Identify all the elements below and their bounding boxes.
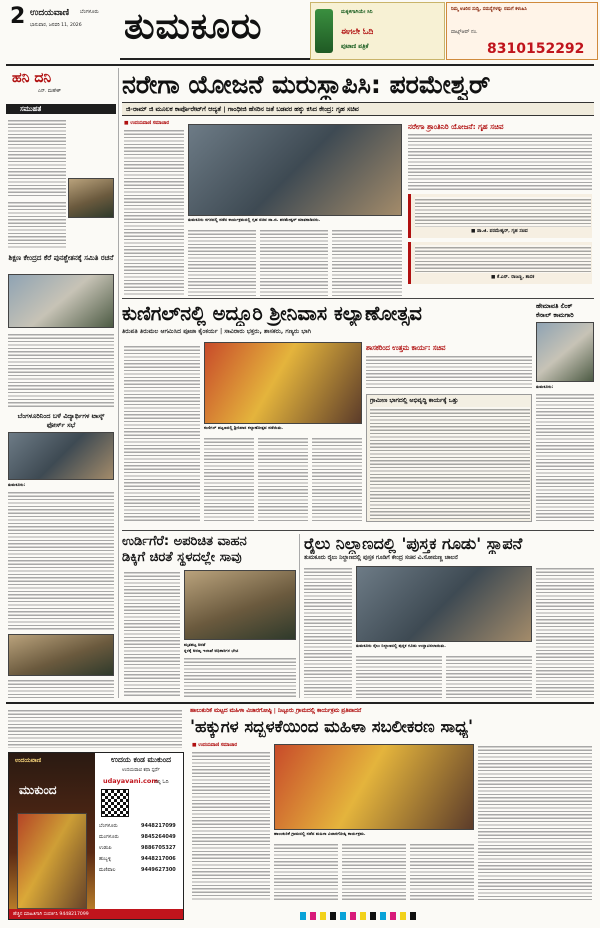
quote1-text: [415, 197, 591, 227]
quote1-by: ■ ಡಾ.ಜಿ. ಪರಮೇಶ್ವರ್, ಗೃಹ ಸಚಿವ: [471, 229, 528, 234]
ad-book-title: ಮುಕುಂದ: [19, 783, 57, 797]
quote2-box: [408, 242, 592, 284]
qr-code: [101, 789, 129, 817]
ad-left-panel: [9, 753, 95, 919]
column-text: [8, 118, 66, 196]
accident-headline-1: ಉರ್ಡಿಗೆರೆ: ಅಪರಿಚಿತ ವಾಹನ: [122, 534, 247, 549]
ad-row: [99, 845, 183, 855]
top-subhead-bar: [122, 102, 594, 116]
railway-col3: [446, 654, 532, 698]
ad-bottom-bar: [9, 909, 183, 919]
ad-row-value: 9845264049: [141, 834, 176, 840]
quote1-box: [408, 194, 592, 238]
temple-photo: [204, 342, 362, 424]
temple-col3: [258, 436, 308, 522]
item2-text: [8, 332, 114, 408]
ad-row-label: ಬೆಂಗಳೂರು: [99, 823, 118, 829]
ad-box: [8, 752, 184, 920]
railway-col4: [536, 566, 594, 698]
ad-bottom-text: ಹೆಚ್ಚಿನ ಮಾಹಿತಿಗಾಗಿ ಸಂಪರ್ಕಿಸಿ 9448217099: [13, 912, 89, 917]
accident-col2: [184, 656, 296, 698]
temple-subhead: ತಿರುಪತಿ ತಿರುಮಲ ಆಗಮಿಸಿದ ಪೂಜಾ ಕೈಂಕರ್ಯ | ಸಾವಿರಾರು ಭಕ್ತರು, ಶಾಸಕರು, ಗಣ್ಯರು ಭಾಗಿ: [122, 328, 312, 335]
right-top-text: [536, 392, 594, 522]
item2-title: ಶಿಕ್ಷಣ ಕೇಂದ್ರದ ಕೆರೆ ಪುನಶ್ಚೇತನಕ್ಕೆ ಸಮಿತಿ ರಚನೆ: [8, 254, 114, 262]
masthead-rule: [6, 64, 594, 66]
ad-mid-line3: ಪುಟಾಣಿ ಪತ್ರಿಕೆ: [341, 43, 369, 50]
women-col2: [274, 842, 338, 900]
women-photo: [274, 744, 474, 830]
accident-photo-caption: ಮೃತಪಟ್ಟ ಚಿರತೆ: [184, 642, 206, 647]
paper-name: ಉದಯವಾಣಿ: [30, 8, 70, 18]
ad-tagline: ಉದಯವಾಣಿ ಕಥಾ ಸ್ಪರ್ಧೆ: [122, 768, 160, 773]
left-column: [6, 68, 116, 698]
column-text-2: [8, 200, 66, 250]
right-top-caption-lead: ತುಮಕೂರು:: [536, 384, 554, 389]
masthead: [0, 0, 600, 64]
ad-row-value: 9448217099: [141, 823, 176, 829]
item4-photo: [8, 634, 114, 676]
women-col5: [478, 744, 592, 900]
top-subhead: ಜಿ-ರಾಮ್ ಜಿ ಮೂಲಕ ಕಾರ್ಪೊರೇಟ್‌ಗೆ ಆದ್ಯತೆ | ಗಾಂಧೀಜಿ ಹೆಸರಿನ ಜತೆ ಬಡವರ ಹಕ್ಕು ಕಸಿದ ಕೇಂದ್ರ: ಗೃಹ ಸಚಿವ: [126, 105, 359, 113]
women-bureau: ■ ಉದಯವಾಣಿ ಸಮಾಚಾರ: [192, 743, 238, 748]
temple-col4: [312, 436, 362, 522]
temple-box-title: ಗ್ರಾಮೀಣ ಭಾಗದಲ್ಲಿ ಅಭಿವೃದ್ಧಿ ಕಾರ್ಯಕ್ಕೆ ಒತ್ತು: [370, 397, 459, 404]
lower-rule: [6, 702, 594, 704]
temple-side-text: [366, 354, 532, 390]
hani-dani-logo: ಹನಿ ದನಿ: [12, 70, 52, 86]
sidebar-title: ನರೇಗಾ ಶ್ರಾಂತಿನಿರಿ ಯೋಜನೆ: ಗೃಹ ಸಚಿವ: [408, 122, 504, 131]
top-col2: [188, 228, 256, 296]
ad-row-label: ಮಣಿಪಾಲ: [99, 867, 116, 873]
page-number: 2: [10, 4, 26, 29]
top-headline: ನರೇಗಾ ಯೋಜನೆ ಮರುಸ್ಥಾಪಿಸಿ: ಪರಮೇಶ್ವರ್: [122, 70, 491, 99]
women-photo-caption: ಹಾಲುಕುರಿಕೆ ಗ್ರಾಮದಲ್ಲಿ ನಡೆದ ಮಹಿಳಾ ವಿಚಾರಗೋಷ್ಠಿ ಕಾರ್ಯಕ್ರಮ.: [274, 831, 366, 836]
ad-mid-line1: ಮಕ್ಕಳಿಗಾಗಿಯೇ ಸಿನಿ: [341, 9, 373, 15]
ad-row-value: 9886705327: [141, 845, 176, 851]
ad-rows: [99, 823, 183, 893]
railway-subhead: ತುಮಕೂರು ರೈಲು ನಿಲ್ದಾಣದಲ್ಲಿ ಪುಸ್ತಕ ಗೂಡಿಗೆ ಕೇಂದ್ರ ಸಚಿವ ವಿ.ಸೋಮಣ್ಣ ಚಾಲನೆ: [304, 555, 458, 561]
ad-right-panel: [97, 753, 183, 919]
right-top-story: [536, 302, 594, 532]
top-col1: [124, 128, 184, 296]
women-kicker: ಹಾಲುಕುರಿಕೆ ಮಟ್ಟದ ಮಹಿಳಾ ವಿಚಾರಗೋಷ್ಠಿ | ನಿಟ್ಟೂರು ಗ್ರಾಮದಲ್ಲಿ ಕಾರ್ಯಕ್ರಮ ಪ್ರತಿಪಾದನೆ: [190, 708, 362, 714]
right-top-headline-2: ಕೆನಾಲ್ ಕಾಮಗಾರಿ: [536, 311, 574, 319]
ad-row-label: ಮಂಗಳೂರು: [99, 834, 119, 840]
railway-headline: ರೈಲು ನಿಲ್ದಾಣದಲ್ಲಿ 'ಪುಸ್ತಕ ಗೂಡು' ಸ್ಥಾಪನೆ: [304, 534, 523, 553]
ad-phone: 8310152292: [487, 41, 585, 57]
ad-row: [99, 823, 183, 833]
ad-mid-line2: ಈಗಲೇ ಓದಿ: [341, 27, 374, 36]
item3-title: ಬೆಂಗಳೂರಿನಿಂದ ಬಳೆ ವಿದ್ಯಾರ್ಥಿಗಳ ಟಾಸ್ಕ್ ಫೋರ್ಸ್ ಸಭೆ: [17, 412, 105, 429]
ad-row-value: 9449627300: [141, 867, 176, 873]
item2-photo: [8, 274, 114, 328]
item3-caption-lead: ತುಮಕೂರು:: [8, 482, 26, 487]
temple-col1: [124, 344, 200, 522]
ad-phone-graphic: [315, 9, 333, 53]
ad-row: [99, 856, 183, 866]
right-top-headline-1: ಹೇಮಾವತಿ ಲಿಂಕ್: [536, 302, 573, 310]
registration-marks: [300, 912, 420, 920]
ad-right-line2: ವಾಟ್ಸ್ಆಪ್ ನಂ.: [451, 29, 478, 35]
top-sidebar: [406, 120, 594, 296]
quote2-text: [415, 245, 591, 273]
whatsapp-ad: [446, 2, 598, 60]
item3-text: [8, 490, 114, 630]
women-col3: [342, 842, 406, 900]
accident-photo: [184, 570, 296, 640]
ad-row-value: 9448217006: [141, 856, 176, 862]
top-photo: [188, 124, 402, 216]
hani-dani-logo-box: [6, 68, 116, 104]
ad-row-label: ಹುಬ್ಬಳ್ಳಿ: [99, 856, 112, 862]
railway-photo-caption: ತುಮಕೂರು ರೈಲು ನಿಲ್ದಾಣದಲ್ಲಿ ಪುಸ್ತಕ ಗೂಡು ಉದ್ಘಾಟಿಸಲಾಯಿತು.: [356, 643, 446, 648]
temple-box-text: [370, 407, 530, 519]
hani-dani-by: ಎನ್. ಮಹೇಶ್: [38, 89, 61, 94]
right-top-photo: [536, 322, 594, 382]
temple-side-title: ಶಾಸಕರಿಂದ ಉತ್ತಮ ಕಾರ್ಯ: ಸಚಿವ: [366, 344, 446, 352]
kids-paper-ad: [310, 2, 445, 60]
top-story-rule: [122, 298, 594, 299]
column-title: ಸಮುಹತೆ: [20, 105, 42, 113]
ad-right-line1: ನಿಮ್ಮ ಊರಿನ ಸುದ್ದಿ, ಸಮಸ್ಯೆಗಳನ್ನು ನಮಗೆ ಕಳುಹಿಸಿ: [451, 7, 527, 12]
accident-photo-caption-2: ಸ್ಥಳಕ್ಕೆ ಅರಣ್ಯ ಇಲಾಖೆ ಅಧಿಕಾರಿಗಳ ಭೇಟಿ: [184, 648, 239, 653]
ad-row: [99, 867, 183, 877]
item3-photo: [8, 432, 114, 480]
ad-book-art: [17, 813, 87, 909]
column-title-bar: [6, 104, 116, 114]
ad-brand: ಉದಯ ಕಂಡ ಮುಕುಂದ: [111, 755, 171, 764]
railway-photo: [356, 566, 532, 642]
women-col1: [192, 750, 270, 900]
accident-col1: [124, 570, 180, 698]
women-headline: 'ಹಕ್ಕುಗಳ ಸದ್ಬಳಕೆಯಿಂದ ಮಹಿಳಾ ಸಬಲೀಕರಣ ಸಾಧ್ಯ': [190, 717, 474, 736]
top-col3: [260, 228, 328, 296]
railway-col2: [356, 654, 442, 698]
item4-text: [8, 678, 114, 698]
accident-headline-2: ಡಿಕ್ಕಿಗೆ ಚಿರತೆ ಸ್ಥಳದಲ್ಲೇ ಸಾವು: [122, 550, 242, 565]
ad-row: [99, 834, 183, 844]
top-bureau: ■ ಉದಯವಾಣಿ ಸಮಾಚಾರ: [124, 121, 170, 126]
top-col4: [332, 228, 402, 296]
section-title-box: [120, 2, 310, 60]
sidebar-text: [408, 132, 592, 190]
temple-box: [366, 394, 532, 522]
quote2-by: ■ ಕೆ.ಎನ್. ರಾಜಣ್ಣ, ಶಾಸಕ: [491, 275, 535, 280]
temple-col2: [204, 436, 254, 522]
ad-top-text: ಉದಯವಾಣಿ: [15, 757, 42, 764]
railway-col1: [304, 566, 352, 698]
top-photo-caption: ತುಮಕೂರು ನಗರದಲ್ಲಿ ನಡೆದ ಕಾರ್ಯಕ್ರಮದಲ್ಲಿ ಗೃಹ ಸಚಿವ ಡಾ.ಜಿ. ಪರಮೇಶ್ವರ್ ಮಾತನಾಡಿದರು.: [188, 217, 321, 222]
section-title: ತುಮಕೂರು: [124, 6, 263, 47]
left-divider: [118, 68, 119, 698]
women-col4: [410, 842, 474, 900]
ad-site: udayavani.com: [103, 777, 159, 785]
edition: ಬೆಂಗಳೂರು: [80, 9, 99, 15]
ad-row-label: ಉಡುಪಿ: [99, 845, 112, 851]
temple-headline: ಕುಣಿಗಲ್‌ನಲ್ಲಿ ಅದ್ದೂರಿ ಶ್ರೀನಿವಾಸ ಕಲ್ಯಾಣೋತ್ಸವ: [122, 302, 422, 325]
column-author-photo: [68, 178, 114, 218]
date: ಭಾನುವಾರ, ಜನವರಿ 11, 2026: [30, 23, 82, 28]
accident-divider: [299, 534, 300, 698]
mid-rule: [122, 530, 594, 531]
ad-site-suffix: ನಲ್ಲಿ ಓದಿ: [155, 780, 169, 785]
temple-photo-caption: ಕುಣಿಗಲ್ ಪಟ್ಟಣದಲ್ಲಿ ಶ್ರೀನಿವಾಸ ಕಲ್ಯಾಣೋತ್ಸವ ನಡೆಯಿತು.: [204, 425, 284, 430]
bottom-left-text: [8, 708, 182, 748]
